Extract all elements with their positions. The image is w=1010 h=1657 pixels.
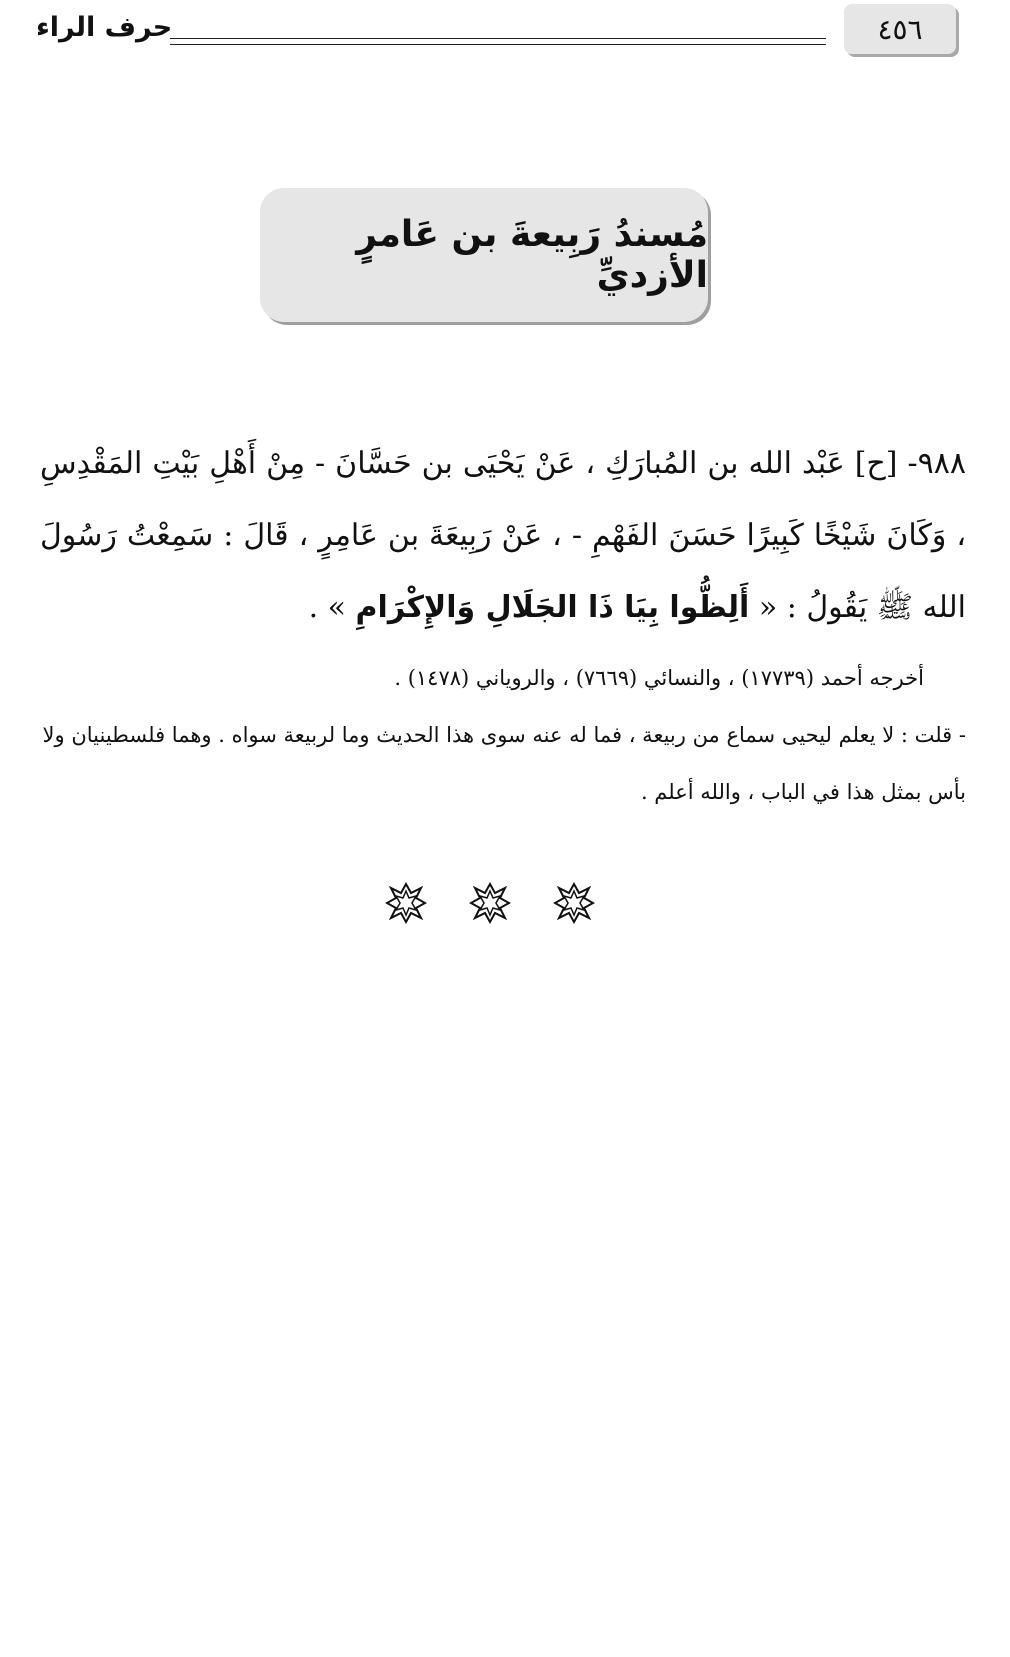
hadith-text [40, 428, 966, 644]
hadith-chain: ٩٨٨- [ح] عَبْد الله بن المُبارَكِ ، عَنْ يَحْيَى بن حَسَّانَ - مِنْ أَهْلِ بَيْتِ المَقْدِسِ ، وَكَانَ شَيْخًا كَبِيرًا حَسَنَ الفَهْمِ - ، عَنْ رَبِيعَةَ بن عَامِرٍ ، قَالَ : سَمِعْتُ رَسُولَ الله ﷺ يَقُولُ : « [40, 446, 966, 625]
page-number: ٤٥٦ [844, 4, 956, 54]
running-head: حرف الراء [36, 12, 173, 43]
takhrij-note: أخرجه أحمد (١٧٧٣٩) ، والنسائي (٧٦٦٩) ، والروياني (١٤٧٨) . [394, 666, 924, 690]
star-ornament-icon [553, 882, 595, 924]
footnotes [40, 650, 966, 821]
star-ornament-icon [469, 882, 511, 924]
section-title-box [260, 188, 708, 322]
page-header [0, 0, 1010, 70]
section-end-ornaments [385, 878, 595, 928]
header-rule [170, 38, 826, 45]
prophetic-saying: أَلِظُّوا بِيَا ذَا الجَلَالِ وَالإِكْرَامِ [355, 590, 750, 625]
commentary-note: - قلت : لا يعلم ليحيى سماع من ربيعة ، فما له عنه سوى هذا الحديث وما لربيعة سواه . وهما فلسطينيان ولا بأس بمثل هذا في الباب ، والله أعلم . [42, 723, 966, 804]
star-ornament-icon [385, 882, 427, 924]
hadith-closing: » . [308, 590, 346, 625]
section-title: مُسندُ رَبِيعةَ بن عَامرٍ الأزديِّ [356, 214, 708, 296]
